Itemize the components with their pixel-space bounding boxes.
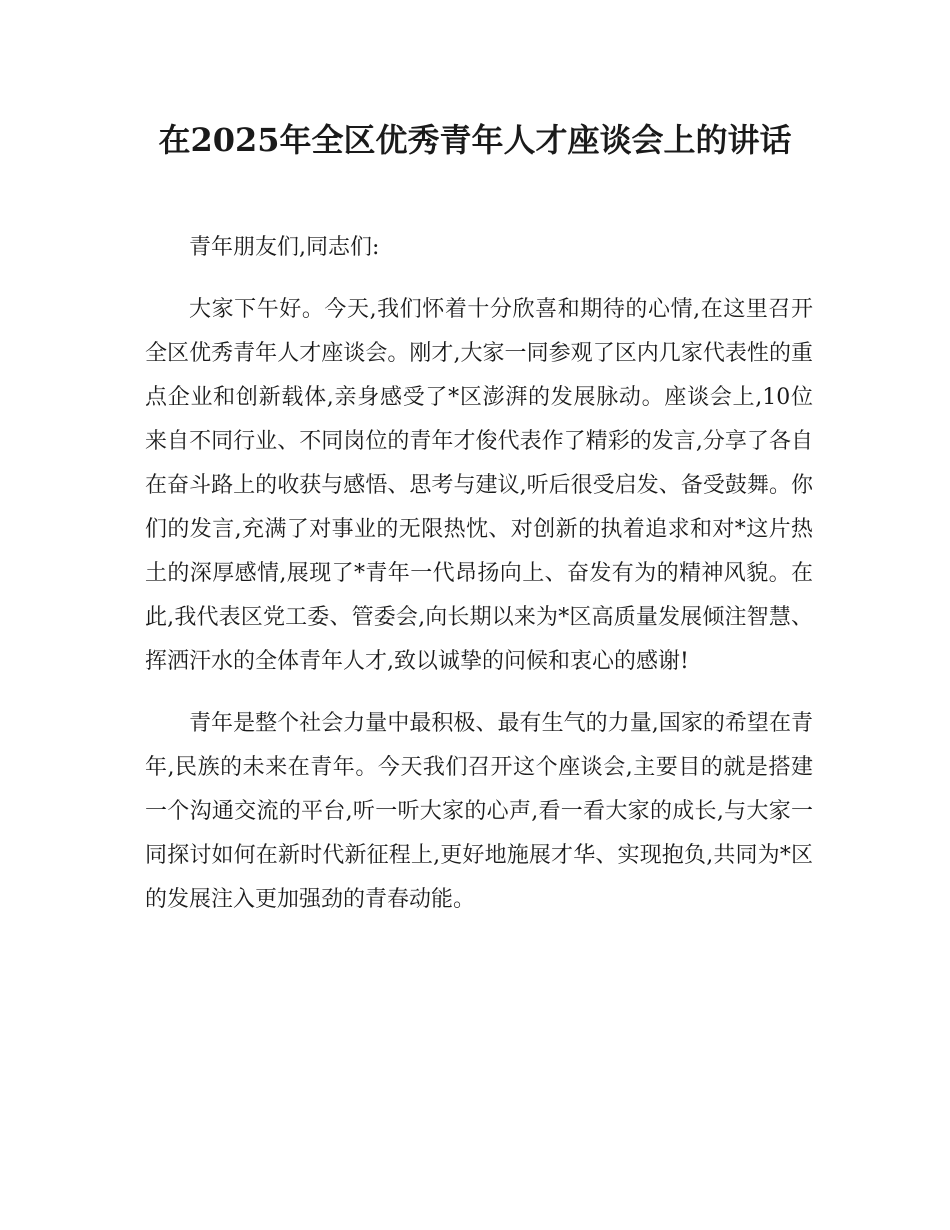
document-body xyxy=(145,226,813,940)
paragraph-opening: 大家下午好。今天,我们怀着十分欣喜和期待的心情,在这里召开全区优秀青年人才座谈会。刚才,大家一同参观了区内几家代表性的重点企业和创新载体,亲身感受了*区澎湃的发展脉动。座谈会上,10位来自不同行业、不同岗位的青年才俊代表作了精彩的发言,分享了各自在奋斗路上的收获与感悟、思考与建议,听后很受启发、备受鼓舞。你们的发言,充满了对事业的无限热忱、对创新的执着追求和对*这片热土的深厚感情,展现了*青年一代昂扬向上、奋发有为的精神风貌。在此,我代表区党工委、管委会,向长期以来为*区高质量发展倾注智慧、挥洒汗水的全体青年人才,致以诚挚的问候和衷心的感谢! xyxy=(145,297,813,674)
paragraph-salutation: 青年朋友们,同志们: xyxy=(189,235,380,260)
document-title: 在2025年全区优秀青年人才座谈会上的讲话 xyxy=(158,121,792,159)
paragraph-purpose: 青年是整个社会力量中最积极、最有生气的力量,国家的希望在青年,民族的未来在青年。今天我们召开这个座谈会,主要目的就是搭建一个沟通交流的平台,听一听大家的心声,看一看大家的成长,与大家一同探讨如何在新时代新征程上,更好地施展才华、实现抱负,共同为*区的发展注入更加强劲的青春动能。 xyxy=(145,711,813,912)
